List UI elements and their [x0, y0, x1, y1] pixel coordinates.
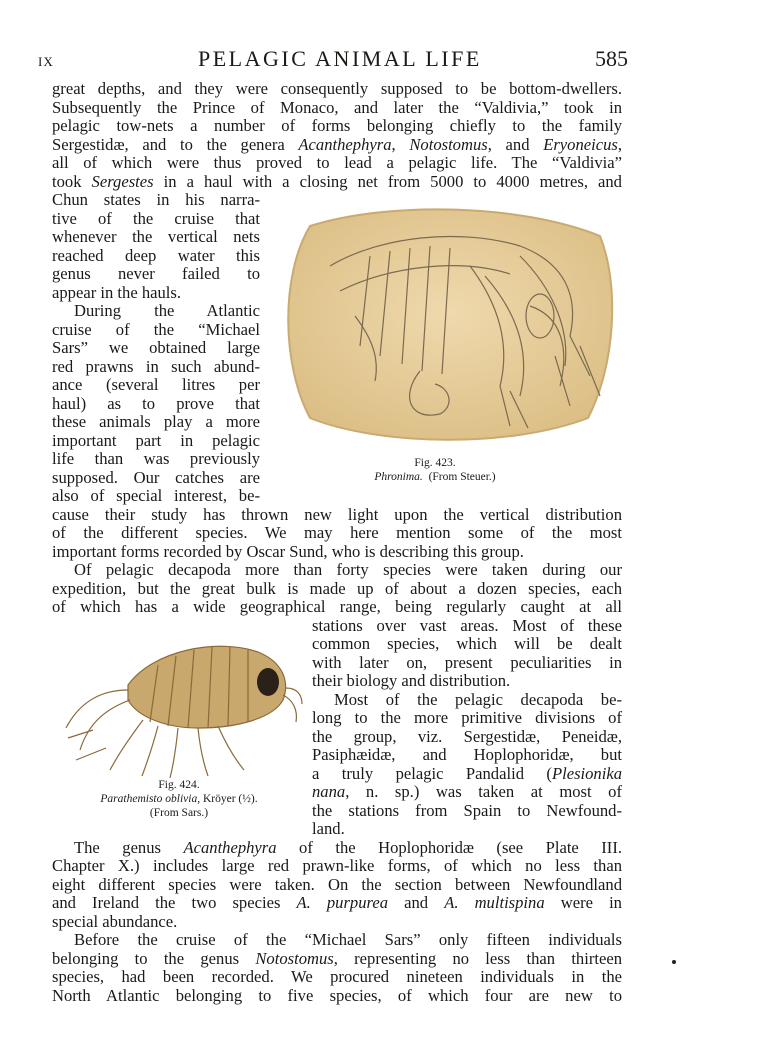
text-line: life than was previously [52, 449, 260, 468]
print-speck [672, 960, 676, 964]
text-line: all of which were thus proved to lead a pelagic life. The “Valdivia” [52, 153, 622, 172]
text-line: pelagic tow-nets a number of forms belonging chiefly to the family [52, 116, 622, 135]
text-line: common species, which will be dealt [312, 634, 622, 653]
text-line: Sergestidæ, and to the genera Acanthephyra, Notostomus, and Eryoneicus, [52, 134, 622, 154]
figure-number: Fig. 424. [158, 779, 200, 791]
text-line: the group, viz. Sergestidæ, Peneidæ, [312, 726, 622, 746]
figure-number: Fig. 423. [414, 457, 456, 469]
text-line: genus never failed to [52, 264, 260, 283]
figure-author: Kröyer ( [202, 793, 243, 805]
text-line: Subsequently the Prince of Monaco, and later the “Valdivia,” took in [52, 97, 622, 117]
text-line: the stations from Spain to Newfound- [312, 800, 622, 820]
text-line: great depths, and they were consequently supposed to be bottom-dwellers. [52, 79, 622, 98]
text-line: their biology and distribution. [312, 671, 511, 690]
page-number: 585 [595, 46, 628, 71]
text-line: Pasiphæidæ, and Hoplophoridæ, but [312, 745, 622, 764]
text-line: Of pelagic decapoda more than forty species were taken during our [74, 560, 622, 579]
figure-species: Parathemisto oblivia, [100, 793, 201, 805]
figure-source: (From Steuer.) [428, 471, 496, 483]
text-line: of the different species. We may here mention some of the most [52, 523, 622, 542]
text-line: Sars” we obtained large [52, 338, 260, 357]
text-line: special abundance. [52, 911, 178, 931]
chapter-number: IX [38, 54, 54, 69]
text-line: North Atlantic belonging to five species, of which four are new to [52, 985, 622, 1005]
page-running-title: PELAGIC ANIMAL LIFE [198, 46, 482, 71]
text-line: Before the cruise of the “Michael Sars” only fifteen individuals [74, 930, 622, 949]
text-line: red prawns in such abund- [52, 356, 260, 376]
text-line: these animals play a more [52, 412, 260, 431]
text-line: appear in the hauls. [52, 282, 182, 302]
figure-species: Phronima. [374, 471, 423, 483]
phronima-illustration [270, 196, 618, 452]
text-line: nana, n. sp.) was taken at most of [312, 782, 622, 801]
text-line: important forms recorded by Oscar Sund, who is describing this group. [52, 541, 524, 561]
text-line: also of special interest, be- [52, 486, 260, 505]
text-line: haul) as to prove that [52, 393, 260, 413]
figure-scale: ½ [242, 793, 251, 805]
text-line: Most of the pelagic decapoda be- [334, 689, 622, 709]
text-line: belonging to the genus Notostomus, representing no less than thirteen [52, 948, 622, 968]
figure-423-caption [330, 456, 540, 484]
text-line: land. [312, 819, 345, 838]
text-line: reached deep water this [52, 245, 260, 265]
text-line: of which has a wide geographical range, being regularly caught at all [52, 597, 622, 616]
text-line: with later on, present peculiarities in [312, 652, 622, 672]
text-line: supposed. Our catches are [52, 467, 260, 487]
text-line: expedition, but the great bulk is made up of about a dozen species, each [52, 578, 622, 598]
figure-source: (From Sars.) [149, 807, 209, 819]
text-line: stations over vast areas. Most of these [312, 615, 622, 635]
text-line: Chapter X.) includes large red prawn-like forms, of which no less than [52, 856, 622, 875]
text-line: tive of the cruise that [52, 208, 260, 228]
text-line: During the Atlantic [74, 301, 260, 320]
text-line: cause their study has thrown new light upon the vertical distribution [52, 504, 622, 524]
text-line: took Sergestes in a haul with a closing net from 5000 to 4000 metres, and [52, 171, 622, 191]
text-line: ance (several litres per [52, 375, 260, 394]
parathemisto-illustration [58, 630, 304, 780]
text-line: whenever the vertical nets [52, 227, 260, 246]
text-line: a truly pelagic Pandalid (Plesionika [312, 763, 622, 783]
text-line: important part in pelagic [52, 430, 260, 450]
text-line: Chun states in his narra- [52, 190, 260, 209]
running-head [28, 46, 628, 76]
figure-424-caption: Fig. 424. Parathemisto oblivia, Kröyer (½). (From Sars.) [60, 778, 298, 820]
text-line: and Ireland the two species A. purpurea and A. multispina were in [52, 893, 622, 912]
text-line: cruise of the “Michael [52, 319, 260, 339]
text-line: long to the more primitive divisions of [312, 708, 622, 727]
text-line: The genus Acanthephyra of the Hoplophoridæ (see Plate III. [74, 837, 623, 857]
text-line: eight different species were taken. On the section between Newfoundland [52, 874, 622, 894]
text-line: species, had been recorded. We procured nineteen individuals in the [52, 967, 622, 986]
